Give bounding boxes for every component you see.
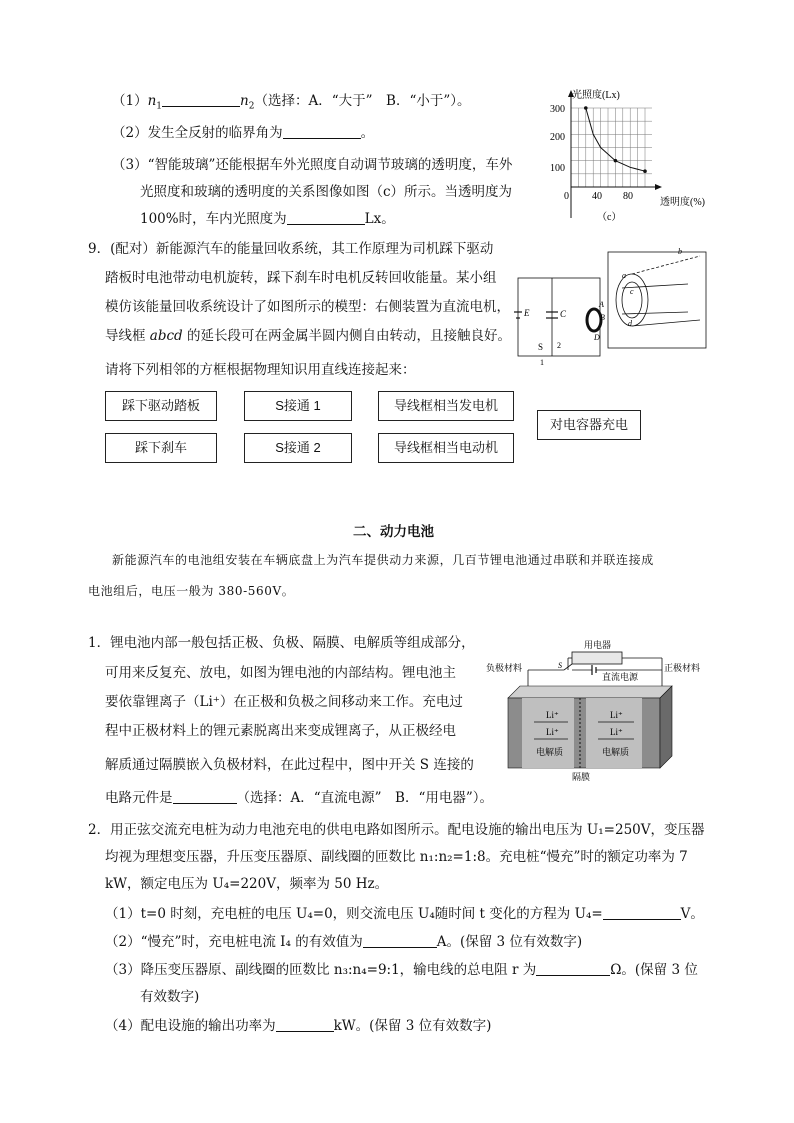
label-d: d [628, 319, 632, 328]
label-S: S [538, 342, 544, 352]
q9-line2: 踏板时电池带动电机旋转，踩下刹车时电机反转回收能量。某小组 [105, 270, 497, 286]
match-box-s1[interactable]: S接通 1 [244, 391, 352, 421]
load-resistor [572, 652, 622, 664]
match-box-s2[interactable]: S接通 2 [244, 433, 352, 463]
lithium-battery-diagram [484, 638, 714, 784]
label-B: B [600, 313, 605, 322]
p1-line3: 要依靠锂离子（Li⁺）在正极和负极之间移动来工作。充电过 [105, 694, 463, 710]
answer-blank[interactable] [536, 961, 610, 976]
chart-caption: （c） [597, 212, 622, 223]
label-E: E [524, 308, 530, 318]
x-tick-0: 0 [564, 191, 569, 202]
battery-top [508, 686, 672, 698]
chart-grid [571, 108, 652, 187]
neg-label: 负极材料 [486, 663, 523, 673]
q8-item3-line1: （3）“智能玻璃”还能根据车外光照度自动调节玻璃的透明度，车外 [112, 157, 513, 173]
match-box-motor[interactable]: 导线框相当电动机 [378, 433, 514, 463]
pos-label: 正极材料 [664, 663, 701, 673]
switch-label: S [558, 661, 562, 670]
answer-blank[interactable] [603, 905, 681, 920]
p1-line1: 1．锂电池内部一般包括正极、负极、隔膜、电解质等组成部分， [88, 635, 475, 651]
q8-item3-line2: 光照度和玻璃的透明度的关系图像如图（c）所示。当透明度为 [140, 184, 513, 200]
y-tick-300: 300 [550, 104, 565, 115]
commutator-ring [587, 309, 601, 331]
answer-blank[interactable] [287, 210, 365, 225]
q8-item1: $(1)n_1$ $n_2$（选择：A．“大于” B．“小于”）。 [112, 93, 471, 112]
p1-line2: 可用来反复充、放电，如图为锂电池的内部结构。锂电池主 [105, 665, 456, 681]
label-c: c [630, 287, 634, 296]
coil-frame [632, 256, 700, 274]
label-b: b [678, 248, 682, 256]
light-transparency-chart [536, 86, 716, 232]
dc-label: 直流电源 [602, 672, 639, 682]
q8-item3-line3: 100%时，车内光照度为 Lx。 [140, 211, 395, 227]
q9-line5: 请将下列相邻的方框根据物理知识用直线连接起来： [105, 362, 416, 378]
x-tick-40: 40 [592, 191, 602, 202]
q9-line4: 导线框 abcd 的延长段可在两金属半圆内侧自由转动，且接触良好。 [105, 328, 511, 344]
match-box-charge-capacitor[interactable]: 对电容器充电 [537, 410, 641, 440]
p2-line3: kW，额定电压为 U₄=220V，频率为 50 Hz。 [105, 876, 389, 892]
label-a: a [622, 271, 626, 280]
label-A: A [599, 300, 604, 309]
separator-label: 隔膜 [572, 772, 591, 782]
motor-frame [608, 252, 706, 348]
x-tick-80: 80 [623, 191, 633, 202]
y-axis-label: 光照度(Lx) [572, 90, 620, 101]
li-ion-1: Li⁺ [546, 710, 559, 720]
answer-blank[interactable] [276, 1017, 334, 1032]
label-1: 1 [540, 358, 544, 366]
y-tick-200: 200 [550, 132, 565, 143]
section-intro-line1: 新能源汽车的电池组安装在车辆底盘上为汽车提供动力来源，几百节锂电池通过串联和并联连接成 [112, 553, 654, 567]
answer-blank[interactable] [173, 789, 237, 804]
match-box-accelerator[interactable]: 踩下驱动踏板 [105, 391, 217, 421]
label-2: 2 [557, 341, 561, 350]
answer-blank[interactable] [283, 124, 361, 139]
answer-blank[interactable] [363, 933, 437, 948]
q8-item2: （2）发生全反射的临界角为 。 [112, 125, 375, 141]
p2-sub1: （1）t=0 时刻，充电桩的电压 U₄=0，则交流电压 U₄随时间 t 变化的方程为 U₄= V。 [105, 906, 704, 922]
section-intro-line2: 电池组后，电压一般为 380-560V。 [88, 584, 295, 598]
x-axis-arrow [655, 184, 662, 190]
q9-line3: 模仿该能量回收系统设计了如图所示的模型：右侧装置为直流电机， [105, 299, 510, 315]
li-ion-3: Li⁺ [610, 710, 623, 720]
x-axis-label: 透明度(%) [660, 197, 705, 208]
p2-line1: 2．用正弦交流充电桩为动力电池充电的供电电路如图所示。配电设施的输出电压为 U₁=250V，变压器 [88, 822, 705, 838]
match-box-brake[interactable]: 踩下刹车 [105, 433, 217, 463]
section-title: 二、动力电池 [353, 524, 434, 540]
li-ion-2: Li⁺ [546, 727, 559, 737]
p2-sub3: （3）降压变压器原、副线圈的匝数比 n₃:n₄=9:1，输电线的总电阻 r 为 Ω。(保留 3 位 [105, 962, 698, 978]
p1-line6: 电路元件是 （选择：A．“直流电源” B．“用电器”）。 [105, 790, 494, 806]
motor-circuit-diagram [512, 248, 708, 366]
p2-line2: 均视为理想变压器，升压变压器原、副线圈的匝数比 n₁:n₂=1:8。充电桩“慢充”时的额定功率为 7 [105, 849, 688, 865]
p1-line4: 程中正极材料上的锂元素脱离出来变成锂离子，从正极经电 [105, 723, 456, 739]
match-box-generator[interactable]: 导线框相当发电机 [378, 391, 514, 421]
data-point [643, 169, 647, 173]
p2-sub3-line2: 有效数字) [140, 989, 200, 1005]
answer-blank[interactable] [162, 92, 240, 107]
data-point [584, 106, 588, 110]
load-label: 用电器 [584, 640, 612, 650]
electrolyte-label-1: 电解质 [536, 747, 564, 757]
label-D: D [594, 333, 600, 342]
y-tick-100: 100 [550, 163, 565, 174]
electrolyte-label-2: 电解质 [602, 747, 630, 757]
q9-line1: 9．(配对）新能源汽车的能量回收系统，其工作原理为司机踩下驱动 [88, 241, 494, 257]
p1-line5: 解质通过隔膜嵌入负极材料，在此过程中，图中开关 S 连接的 [105, 757, 474, 773]
data-point [614, 159, 618, 163]
p2-sub4: （4）配电设施的输出功率为 kW。(保留 3 位有效数字) [105, 1018, 492, 1034]
label-C: C [560, 309, 567, 319]
li-ion-4: Li⁺ [610, 727, 623, 737]
p2-sub2: （2）“慢充”时，充电桩电流 I₄ 的有效值为 A。(保留 3 位有效数字) [105, 934, 583, 950]
